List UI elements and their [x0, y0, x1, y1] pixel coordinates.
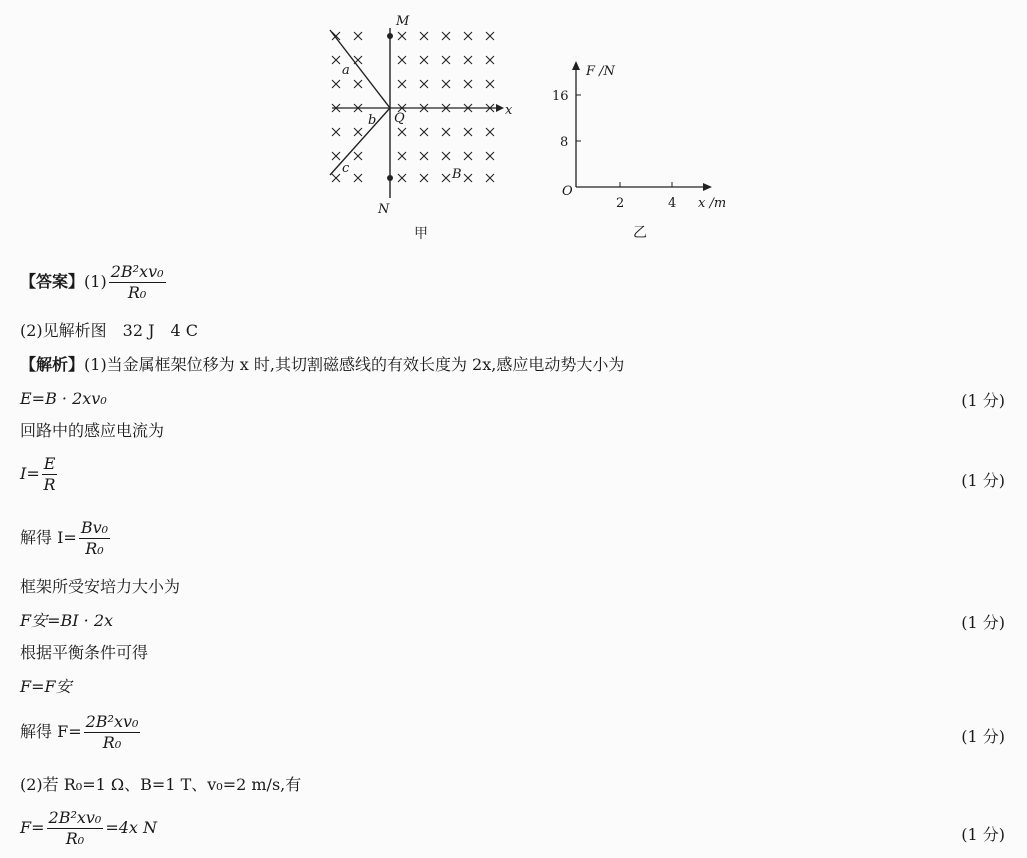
eq-5: F=F安 — [20, 677, 72, 696]
label-c: c — [342, 161, 350, 176]
eq-3-lhs: 解得 I= — [20, 528, 77, 547]
point-n — [387, 175, 393, 181]
text-current: 回路中的感应电流为 — [20, 421, 165, 440]
eq-7-den: R₀ — [65, 829, 85, 848]
eq-2-lhs: I= — [20, 464, 40, 483]
score-5: (1 分) — [961, 825, 1005, 844]
eq-3 — [20, 518, 112, 559]
text-ampere: 框架所受安培力大小为 — [20, 577, 181, 596]
answer-fraction — [109, 262, 166, 303]
eq-2 — [20, 454, 59, 495]
y-tick-8: 8 — [560, 135, 569, 150]
caption-jia: 甲 — [414, 226, 428, 240]
figure-yi — [548, 55, 728, 240]
analysis-intro-text: (1)当金属框架位移为 x 时,其切割磁感线的有效长度为 2x,感应电动势大小为 — [84, 355, 625, 374]
answer-fraction-den: R₀ — [127, 283, 147, 302]
eq-3-fraction — [79, 518, 110, 559]
label-a: a — [342, 63, 350, 78]
score-1: (1 分) — [961, 391, 1005, 410]
label-b: b — [368, 113, 377, 128]
text-balance: 根据平衡条件可得 — [20, 643, 149, 662]
x-tick-2: 2 — [616, 196, 625, 211]
eq-6 — [20, 712, 142, 753]
label-n: N — [378, 202, 390, 217]
eq-7-lhs: F= — [20, 818, 45, 837]
x-axis-label: x /m — [698, 196, 727, 211]
score-3: (1 分) — [961, 613, 1005, 632]
eq-2-fraction — [42, 454, 58, 495]
eq-7-fraction — [47, 808, 104, 849]
y-tick-16: 16 — [552, 89, 569, 104]
label-field-b: B — [452, 167, 462, 182]
eq-3-num: Bv₀ — [80, 518, 109, 537]
f-axis-arrow — [572, 61, 580, 70]
label-q: Q — [394, 111, 405, 126]
analysis-tag: 【解析】 — [20, 355, 85, 374]
eq-6-lhs: 解得 F= — [20, 722, 82, 741]
caption-yi: 乙 — [633, 225, 647, 240]
x-tick-4: 4 — [668, 196, 677, 211]
label-x: x — [505, 103, 513, 118]
eq-6-den: R₀ — [102, 733, 122, 752]
answer-part1-prefix: (1) — [84, 272, 107, 291]
point-m — [387, 33, 393, 39]
answer-tag: 【答案】 — [20, 272, 85, 291]
magnetic-field-crosses — [332, 32, 494, 182]
eq-2-den: R — [43, 475, 56, 494]
analysis-intro — [20, 354, 624, 376]
eq-2-num: E — [43, 454, 56, 473]
answer-fraction-num: 2B²xv₀ — [110, 262, 164, 281]
answer-line-2: (2)见解析图 32 J 4 C — [20, 321, 199, 340]
frame-upper-arm — [330, 30, 390, 108]
answer-line-1 — [20, 262, 168, 303]
eq-7 — [20, 808, 157, 849]
label-m: M — [396, 14, 410, 29]
eq-7-num: 2B²xv₀ — [48, 808, 102, 827]
eq-1: E=B · 2xv₀ — [20, 389, 107, 408]
eq-6-fraction — [84, 712, 141, 753]
origin-label: O — [562, 184, 573, 199]
score-4: (1 分) — [961, 727, 1005, 746]
eq-7-rhs: =4x N — [105, 818, 158, 837]
eq-6-num: 2B²xv₀ — [85, 712, 139, 731]
eq-4: F安=BI · 2x — [20, 611, 114, 630]
score-2: (1 分) — [961, 471, 1005, 490]
x-axis-arrow — [496, 104, 504, 112]
figure-jia — [322, 10, 522, 240]
frame-lower-arm — [330, 108, 390, 175]
part2-intro: (2)若 R₀=1 Ω、B=1 T、v₀=2 m/s,有 — [20, 775, 302, 794]
x-axis-arrow — [703, 183, 712, 191]
eq-3-den: R₀ — [85, 539, 104, 558]
y-axis-label: F /N — [586, 64, 615, 79]
